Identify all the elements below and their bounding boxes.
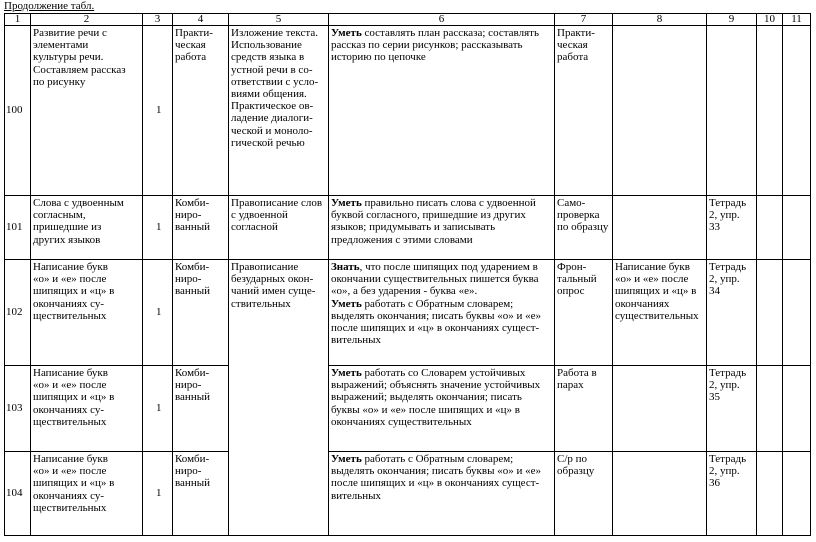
cell-line: 33: [709, 221, 720, 234]
cell-line: 35: [709, 391, 720, 404]
cell-line: языков; придумывать и записывать: [331, 221, 496, 234]
cell-line: буквой согласного, пришедшие из других: [331, 209, 526, 222]
lesson-visual-aids: [613, 26, 707, 196]
lesson-content: [229, 26, 329, 196]
requirements-first-line: [331, 27, 552, 39]
cell-line: средств языка в: [231, 51, 305, 64]
cell-line: шипящих и «ц» в: [33, 477, 115, 490]
cell-line: с удвоенной: [231, 209, 288, 222]
cell-line: пришедшие из: [33, 221, 102, 234]
header-cell: 5: [229, 14, 329, 26]
header-cell: 4: [173, 14, 229, 26]
cell-line: шипящих и «ц» в: [33, 285, 115, 298]
requirements-text: , что после шипящих под ударением в: [359, 261, 538, 273]
lesson-date-fact: [783, 26, 811, 196]
cell-line: выражений; выделять окончания; писать: [331, 391, 522, 404]
cell-line: Практи-: [557, 27, 595, 39]
requirements-first-line: [331, 453, 552, 465]
cell-line: парах: [557, 379, 584, 392]
cell-line: Комби-: [175, 367, 210, 379]
lesson-date-plan: [757, 260, 783, 366]
cell-line: окончании существительных пишется буква: [331, 273, 539, 286]
requirements-keyword: Уметь: [331, 453, 362, 465]
lesson-control: [555, 366, 613, 452]
cell-line: безударных окон-: [231, 273, 314, 286]
lesson-number: 104: [5, 452, 31, 536]
requirements-text: работать с Обратным словарем;: [361, 453, 514, 465]
lesson-topic: [31, 366, 143, 452]
cell-line: после шипящих и «ц» в окончаниях сущест-: [331, 322, 540, 335]
cell-line: Работа в: [557, 367, 597, 379]
cell-line: Составляем рассказ: [33, 63, 126, 76]
cell-line: опрос: [557, 285, 585, 298]
lesson-control: [555, 452, 613, 536]
lesson-requirements: [329, 196, 555, 260]
requirements-keyword: Уметь: [331, 297, 362, 310]
cell-line: тальный: [557, 273, 597, 286]
cell-line: ниро-: [175, 209, 202, 222]
requirements-text: составлять план рассказа; составлять: [361, 27, 539, 39]
cell-line: Практи-: [175, 27, 213, 39]
cell-line: ческая: [557, 39, 588, 52]
cell-line: выражений; объяснять значение устойчивых: [331, 379, 541, 392]
lesson-type: [173, 366, 229, 452]
cell-line: Правописание слов: [231, 197, 323, 209]
lesson-type: [173, 260, 229, 366]
cell-line: элементами: [33, 39, 89, 52]
cell-line: Тетрадь: [709, 453, 747, 465]
table-row: [5, 26, 811, 196]
cell-line: Фрон-: [557, 261, 587, 273]
cell-line: «о» и «е» после: [33, 379, 107, 392]
cell-line: виями общения.: [231, 88, 307, 101]
cell-line: Правописание: [231, 261, 299, 273]
cell-line: ниро-: [175, 273, 202, 286]
lesson-homework: [707, 452, 757, 536]
cell-line: 2, упр.: [709, 465, 740, 478]
cell-line: историю по цепочке: [331, 51, 426, 64]
cell-line: шипящих и «ц» в: [615, 285, 697, 298]
lesson-requirements: [329, 260, 555, 366]
cell-line: по рисунку: [33, 75, 86, 88]
cell-line: ческая: [175, 39, 206, 52]
cell-line: Практическое ов-: [231, 100, 314, 113]
lesson-date-fact: [783, 366, 811, 452]
lesson-number: 100: [5, 26, 31, 196]
header-cell: 2: [31, 14, 143, 26]
cell-line: по образцу: [557, 221, 609, 234]
cell-line: Написание букв: [33, 453, 108, 465]
requirements-keyword: Уметь: [331, 27, 362, 39]
header-cell: 10: [757, 14, 783, 26]
lesson-requirements: [329, 452, 555, 536]
lesson-topic: [31, 260, 143, 366]
lesson-visual-aids: [613, 366, 707, 452]
cell-line: окончаниях су-: [33, 297, 105, 310]
lesson-date-fact: [783, 452, 811, 536]
cell-line: Развитие речи с: [33, 27, 107, 39]
cell-line: Уметь работать с Обратным словарем;: [331, 297, 514, 310]
lesson-type: [173, 26, 229, 196]
cell-line: ществительных: [33, 309, 107, 322]
cell-line: ванный: [175, 285, 210, 298]
requirements-first-line: [331, 197, 552, 209]
lesson-control: [555, 26, 613, 196]
lesson-control: [555, 260, 613, 366]
cell-line: ответствии с усло-: [231, 75, 319, 88]
lesson-homework: [707, 26, 757, 196]
header-cell: 7: [555, 14, 613, 26]
lesson-requirements: [329, 366, 555, 452]
lesson-topic: [31, 196, 143, 260]
cell-line: «о», а без ударения - буква «е».: [331, 285, 478, 298]
lesson-date-plan: [757, 196, 783, 260]
table-caption: Продолжение табл.: [4, 0, 95, 12]
cell-line: «о» и «е» после: [33, 273, 107, 286]
cell-line: ствительных: [231, 297, 291, 310]
lesson-date-plan: [757, 452, 783, 536]
lesson-visual-aids: [613, 260, 707, 366]
cell-line: Тетрадь: [709, 367, 747, 379]
cell-line: ческой и моноло-: [231, 124, 313, 137]
header-cell: 1: [5, 14, 31, 26]
cell-line: ниро-: [175, 465, 202, 478]
lesson-number: 103: [5, 366, 31, 452]
header-cell: 9: [707, 14, 757, 26]
cell-line: других языков: [33, 233, 101, 246]
lesson-date-fact: [783, 260, 811, 366]
lesson-hours: 1: [143, 366, 173, 452]
lesson-hours: 1: [143, 26, 173, 196]
cell-line: работа: [557, 51, 589, 64]
header-row: [5, 14, 811, 26]
cell-line: Комби-: [175, 261, 210, 273]
cell-line: 36: [709, 477, 720, 490]
lesson-date-fact: [783, 196, 811, 260]
lesson-type: [173, 196, 229, 260]
cell-line: ниро-: [175, 379, 202, 392]
header-cell: 11: [783, 14, 811, 26]
cell-line: гической речью: [231, 136, 305, 149]
lesson-content: [229, 196, 329, 260]
cell-line: окончаниях существительных: [331, 415, 472, 428]
requirements-keyword: Уметь: [331, 367, 362, 379]
requirements-text: правильно писать слова с удвоенной: [361, 197, 536, 209]
cell-line: согласной: [231, 221, 278, 234]
lesson-hours: 1: [143, 196, 173, 260]
cell-line: 2, упр.: [709, 209, 740, 222]
lesson-topic: [31, 452, 143, 536]
lesson-homework: [707, 196, 757, 260]
requirements-first-line: [331, 367, 552, 379]
cell-line: ванный: [175, 221, 210, 234]
cell-line: Изложение текста.: [231, 27, 318, 39]
header-cell: 8: [613, 14, 707, 26]
cell-line: Само-: [557, 197, 586, 209]
cell-line: Комби-: [175, 453, 210, 465]
requirements-first-line: [331, 261, 552, 273]
header-cell: 3: [143, 14, 173, 26]
lesson-content: [229, 260, 329, 536]
cell-line: вительных: [331, 489, 382, 502]
cell-line: после шипящих и «ц» в окончаниях сущест-: [331, 477, 540, 490]
lesson-date-plan: [757, 26, 783, 196]
cell-line: культуры речи.: [33, 51, 104, 64]
lesson-plan-table: [4, 13, 811, 536]
cell-line: буквы «о» и «е» после шипящих и «ц» в: [331, 403, 520, 416]
lesson-homework: [707, 366, 757, 452]
cell-line: 2, упр.: [709, 273, 740, 286]
cell-line: образцу: [557, 465, 595, 478]
cell-line: ванный: [175, 391, 210, 404]
cell-line: рассказ по серии рисунков; рассказывать: [331, 39, 523, 52]
requirements-keyword: Знать: [331, 261, 360, 273]
table-row: [5, 452, 811, 536]
cell-line: С/р по: [557, 453, 588, 465]
cell-line: ществительных: [33, 501, 107, 514]
lesson-hours: 1: [143, 452, 173, 536]
cell-line: 34: [709, 285, 720, 298]
cell-line: проверка: [557, 209, 600, 222]
lesson-date-plan: [757, 366, 783, 452]
cell-line: окончаниях: [615, 297, 670, 310]
requirements-keyword: Уметь: [331, 197, 362, 209]
cell-line: Тетрадь: [709, 197, 747, 209]
cell-line: согласным,: [33, 209, 86, 222]
cell-line: Написание букв: [33, 261, 108, 273]
cell-line: Слова с удвоенным: [33, 197, 124, 209]
lesson-control: [555, 196, 613, 260]
cell-line: выделять окончания; писать буквы «о» и «е»: [331, 309, 541, 322]
cell-line: чаний имен суще-: [231, 285, 316, 298]
lesson-number: 101: [5, 196, 31, 260]
lesson-visual-aids: [613, 452, 707, 536]
cell-line: Тетрадь: [709, 261, 747, 273]
cell-line: ществительных: [33, 415, 107, 428]
cell-line: окончаниях су-: [33, 403, 105, 416]
cell-line: выделять окончания; писать буквы «о» и «е»: [331, 465, 541, 478]
table-row: [5, 196, 811, 260]
cell-line: устной речи в со-: [231, 63, 313, 76]
header-cell: 6: [329, 14, 555, 26]
cell-line: предложения с этими словами: [331, 233, 473, 246]
cell-line: Написание букв: [615, 261, 690, 273]
cell-line: вительных: [331, 334, 382, 347]
requirements-text: работать со Словарем устойчивых: [361, 367, 526, 379]
cell-line: Написание букв: [33, 367, 108, 379]
table-row: [5, 366, 811, 452]
cell-line: 2, упр.: [709, 379, 740, 392]
cell-line: работа: [175, 51, 207, 64]
cell-line: «о» и «е» после: [33, 465, 107, 478]
cell-line: шипящих и «ц» в: [33, 391, 115, 404]
lesson-visual-aids: [613, 196, 707, 260]
lesson-topic: [31, 26, 143, 196]
cell-line: Комби-: [175, 197, 210, 209]
lesson-requirements: [329, 26, 555, 196]
table-row: [5, 260, 811, 366]
cell-line: окончаниях су-: [33, 489, 105, 502]
cell-line: ладение диалоги-: [231, 112, 313, 125]
cell-line: Использование: [231, 39, 302, 52]
lesson-type: [173, 452, 229, 536]
cell-line: «о» и «е» после: [615, 273, 689, 286]
cell-line: ванный: [175, 477, 210, 490]
lesson-number: 102: [5, 260, 31, 366]
cell-line: существительных: [615, 309, 699, 322]
lesson-hours: 1: [143, 260, 173, 366]
lesson-homework: [707, 260, 757, 366]
